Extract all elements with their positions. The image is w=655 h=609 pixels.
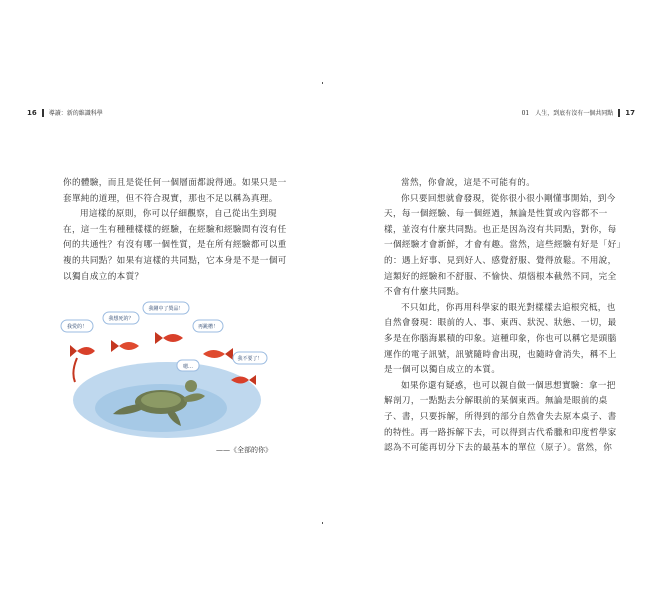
goldfish — [111, 340, 139, 352]
left-page-header — [27, 108, 103, 117]
left-page — [0, 0, 327, 609]
fish-and-turtle-illustration — [55, 296, 273, 441]
svg-text:嗯…: 嗯… — [182, 364, 194, 370]
running-head: 導讀：新的維識科學 — [48, 110, 103, 117]
speech-bubble — [103, 312, 139, 324]
svg-text:我剛中了獎品！: 我剛中了獎品！ — [148, 306, 184, 312]
right-page — [328, 0, 655, 609]
svg-text:我想死的？: 我想死的？ — [108, 316, 134, 322]
right-page-header — [522, 108, 635, 117]
svg-text:我不要了！: 我不要了！ — [237, 356, 263, 362]
header-divider — [42, 109, 44, 117]
page-number: 16 — [27, 108, 37, 117]
paragraph: 當然，你會說，這是不可能有的。 — [401, 178, 536, 188]
speech-bubble — [143, 302, 189, 314]
paragraph: 用這樣的原則，你可以仔細觀察，自己從出生到現在，這一生有種種樣樣的經驗，在經驗和經驗間有沒有任何的共通性？有沒有哪一個性質，是在所有經驗都可以重複的共同點？如果有這樣的共同點，它本身是不是一個可以獨自成立的本質？ — [63, 209, 287, 282]
paragraph: 你的體驗，而且是從任何一個層面都說得通。如果只是一套單純的道理，但不符合現實，那也不足以稱為真理。 — [63, 178, 287, 204]
paragraph: 你只要回想就會發現，從你很小很小剛懂事開始，到今天，每一個經驗、每一個經過，無論是性質或內容都不一樣，並沒有什麼共同點。也正是因為沒有共同點，對你，每一個經驗才會新鮮，才會有趣。當然，這些經驗有好是「好」的：遇上好事、見到好人、感覺舒服、覺得放鬆。不用說，這類好的經驗和不舒服、不愉快、煩惱根本截然不同，完全不會有什麼共同點。 — [384, 193, 622, 298]
paragraph: 不只如此，你再用科學家的眼光對樣樣去追根究柢，也自然會發現：眼前的人、事、東西、狀況、狀態、一切，最多是在你腦海累積的印象。這種印象，你也可以稱它是頭腦運作的電子訊號，訊號隨時會出現，也隨時會消失，稱不上是一個可以獨自成立的本質。 — [384, 302, 617, 376]
illustration-caption: ——《全部的你》 — [216, 446, 272, 454]
crop-mark — [322, 522, 323, 524]
svg-text:再跳槽！: 再跳槽！ — [197, 324, 219, 330]
paragraph: 如果你還有疑惑，也可以親自做一個思想實驗：拿一把解剖刀，一點點去分解眼前的某個東西。無論是眼前的桌子、書，只要拆解，所得到的部分自然會失去原本桌子、書的特性。再一路拆解下去，可以得到古代希臘和印度哲學家認為不可能再切分下去的最基本的單位（原子）。當然，你 — [384, 380, 617, 454]
speech-bubble — [233, 352, 267, 364]
goldfish — [70, 345, 95, 382]
speech-bubble — [193, 320, 223, 332]
goldfish — [203, 348, 233, 360]
svg-text:我愛的！: 我愛的！ — [66, 324, 88, 330]
header-divider — [618, 109, 620, 117]
right-page-body — [384, 176, 624, 457]
left-page-body — [63, 176, 287, 285]
running-head: 01 人生，到底有沒有一個共同點 — [521, 110, 614, 117]
goldfish — [155, 332, 183, 344]
crop-mark — [322, 82, 323, 84]
speech-bubble — [61, 320, 93, 332]
page-number: 17 — [625, 108, 635, 117]
speech-bubble — [177, 360, 199, 371]
